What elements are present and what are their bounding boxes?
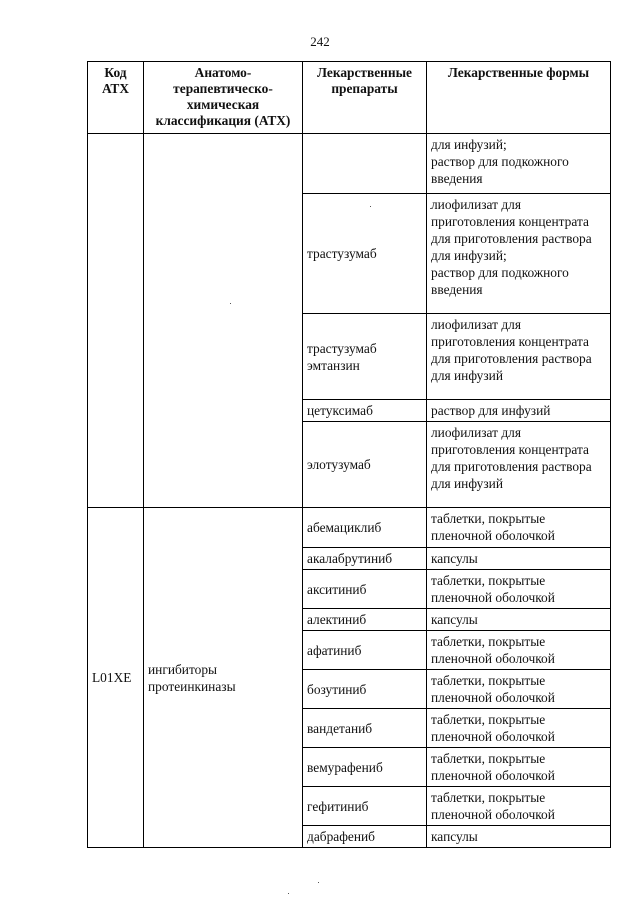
drug-name-cell: вандетаниб [303, 709, 427, 748]
drug-name-cell: афатиниб [303, 631, 427, 670]
drug-name-cell: дабрафениб [303, 826, 427, 848]
dosage-form-cell: для инфузий; раствор для подкожного введения [427, 134, 611, 194]
scan-speck [318, 882, 319, 883]
dosage-form-cell: лиофилизат для приготовления концентрата для приготовления раствора для инфузий [427, 314, 611, 400]
scan-speck [430, 208, 431, 209]
drug-name-cell: трастузумаб [303, 194, 427, 314]
dosage-form-cell: раствор для инфузий [427, 400, 611, 422]
dosage-form-cell: капсулы [427, 548, 611, 570]
drug-name-cell: вемурафениб [303, 748, 427, 787]
dosage-form-cell: таблетки, покрытые пленочной оболочкой [427, 631, 611, 670]
dosage-form-cell: таблетки, покрытые пленочной оболочкой [427, 709, 611, 748]
scan-speck [230, 303, 231, 304]
header-forms: Лекарственные формы [427, 62, 611, 134]
table-row [88, 508, 611, 548]
atx-drug-table [87, 61, 611, 848]
atx-code-cell: L01XE [88, 508, 144, 848]
atx-code-cell [88, 134, 144, 508]
scan-speck [370, 206, 371, 207]
scan-speck [288, 893, 289, 894]
header-code: Код АТХ [88, 62, 144, 134]
drug-name-cell: абемациклиб [303, 508, 427, 548]
drug-name-cell: трастузумаб эмтанзин [303, 314, 427, 400]
drug-name-cell: бозутиниб [303, 670, 427, 709]
dosage-form-cell: таблетки, покрытые пленочной оболочкой [427, 748, 611, 787]
header-classification: Анатомо-терапевтическо-химическая классификация (АТХ) [144, 62, 303, 134]
atx-classification-cell: ингибиторы протеинкиназы [144, 508, 303, 848]
dosage-form-cell: капсулы [427, 609, 611, 631]
dosage-form-cell: таблетки, покрытые пленочной оболочкой [427, 570, 611, 609]
drug-name-cell: гефитиниб [303, 787, 427, 826]
drug-name-cell: акситиниб [303, 570, 427, 609]
table-header-row [88, 62, 611, 134]
drug-name-cell: цетуксимаб [303, 400, 427, 422]
dosage-form-cell: лиофилизат для приготовления концентрата для приготовления раствора для инфузий; раствор для подкожного введения [427, 194, 611, 314]
page-number: 242 [310, 34, 330, 49]
dosage-form-cell: таблетки, покрытые пленочной оболочкой [427, 508, 611, 548]
dosage-form-cell: таблетки, покрытые пленочной оболочкой [427, 670, 611, 709]
drug-name-cell: алектиниб [303, 609, 427, 631]
dosage-form-cell: капсулы [427, 826, 611, 848]
dosage-form-cell: лиофилизат для приготовления концентрата для приготовления раствора для инфузий [427, 422, 611, 508]
drug-name-cell: элотузумаб [303, 422, 427, 508]
section-continued [88, 134, 611, 508]
drug-name-cell [303, 134, 427, 194]
table-row [88, 134, 611, 194]
atx-classification-cell [144, 134, 303, 508]
header-drugs: Лекарственные препараты [303, 62, 427, 134]
drug-name-cell: акалабрутиниб [303, 548, 427, 570]
section-l01xe [88, 508, 611, 848]
dosage-form-cell: таблетки, покрытые пленочной оболочкой [427, 787, 611, 826]
